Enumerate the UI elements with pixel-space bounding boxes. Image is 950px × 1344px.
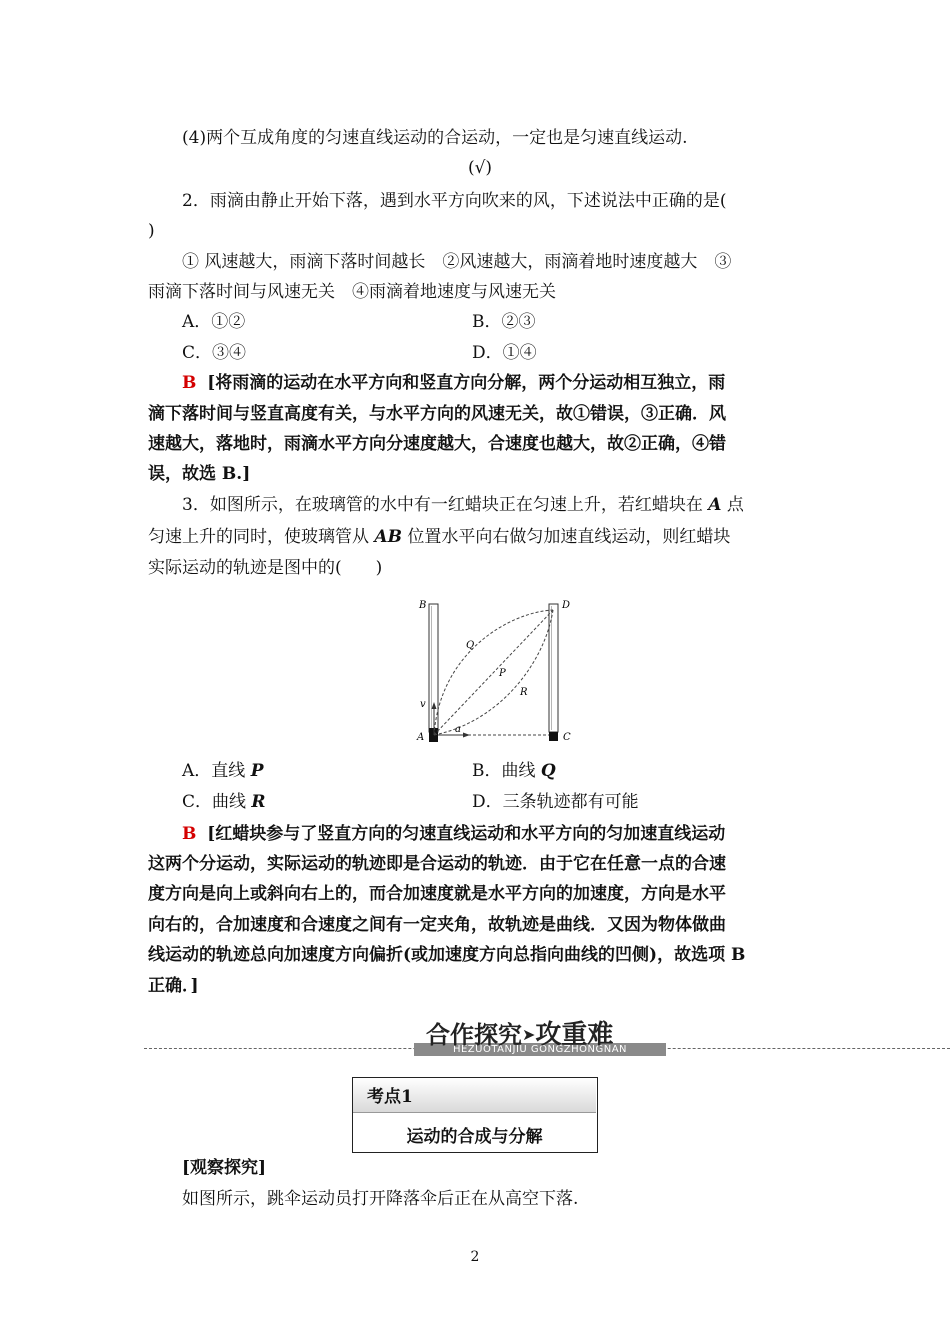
q2-option-c-label: C． <box>182 343 213 363</box>
q2-option-d <box>472 342 812 364</box>
q3-option-a-text: 直线 <box>211 761 251 781</box>
q1-item4-text: (4)两个互成角度的匀速直线运动的合运动，一定也是匀速直线运动. <box>182 128 688 148</box>
q2-option-c-text: ③④ <box>212 343 247 363</box>
q3-option-b-label: B． <box>472 761 502 781</box>
q3-explanation-line1 <box>182 823 846 845</box>
q3-stem-line1-var: A <box>708 495 722 515</box>
banner-title <box>426 1014 613 1051</box>
label-v: v <box>420 699 426 710</box>
kaodian-title: 运动的合成与分解 <box>406 1127 543 1147</box>
q2-explanation-text1: [将雨滴的运动在水平方向和竖直方向分解，两个分运动相互独立，雨 <box>207 373 726 393</box>
label-r: R <box>520 687 528 698</box>
q3-answer-letter: B <box>182 824 197 844</box>
q3-option-b-var: Q <box>540 761 556 781</box>
q3-stem-line1 <box>182 494 846 516</box>
q2-option-d-text: ①④ <box>502 343 537 363</box>
q3-option-b-text: 曲线 <box>501 761 541 781</box>
banner-pinyin: HEZUOTANJIU GONGZHONGNAN <box>452 1044 628 1055</box>
q3-stem-line2-var: AB <box>374 527 402 547</box>
q2-statements-line1: ① 风速越大，雨滴下落时间越长 ②风速越大，雨滴着地时速度越大 ③ <box>182 252 732 272</box>
q3-stem-line3: 实际运动的轨迹是图中的( ) <box>148 558 383 578</box>
q3-option-a-label: A． <box>182 761 212 781</box>
page-number: 2 <box>470 1249 480 1265</box>
q3-stem-line1-a: 3．如图所示，在玻璃管的水中有一红蜡块正在匀速上升，若红蜡块在 <box>182 495 709 515</box>
q3-explanation-line3: 度方向是向上或斜向右上的，而合加速度就是水平方向的加速度，方向是水平 <box>148 884 726 904</box>
q3-stem-line2-a: 匀速上升的同时，使玻璃管从 <box>148 527 375 547</box>
q2-explanation-line2: 滴下落时间与竖直高度有关，与水平方向的风速无关，故①错误，③正确．风 <box>148 404 726 424</box>
q1-item4-answer: (√) <box>467 158 493 178</box>
q3-explanation-line4: 向右的，合加速度和合速度之间有一定夹角，故轨迹是曲线．又因为物体做曲 <box>148 915 726 935</box>
kaodian-tag: 考点1 <box>367 1087 413 1107</box>
q3-explanation-text1: [红蜡块参与了竖直方向的匀速直线运动和水平方向的匀加速直线运动 <box>207 824 726 844</box>
acceleration-arrow-icon <box>463 733 470 738</box>
right-tube-base <box>549 732 558 741</box>
banner-chevron-icon: ➤ <box>522 1025 536 1044</box>
q2-explanation-line3: 速越大，落地时，雨滴水平方向分速度越大，合速度也越大，故②正确，④错 <box>148 434 726 454</box>
q3-stem-line2-c: 位置水平向右做匀加速直线运动，则红蜡块 <box>401 527 731 547</box>
q2-statements-line2: 雨滴下落时间与风速无关 ④雨滴着地速度与风速无关 <box>148 282 556 302</box>
q3-stem-line2 <box>148 526 812 548</box>
q3-option-d-text: 三条轨迹都有可能 <box>502 792 639 812</box>
q3-trajectory-figure <box>400 592 590 750</box>
label-a-accel: a <box>455 724 461 735</box>
banner-title-sub: 攻重难 <box>535 1020 614 1050</box>
label-p: P <box>499 668 506 679</box>
q2-stem-line2: ) <box>148 221 155 241</box>
q3-option-c-label: C． <box>182 792 213 812</box>
q3-option-d-label: D． <box>472 792 503 812</box>
q3-stem-line1-c: 点 <box>721 495 744 515</box>
label-b: B <box>419 600 427 611</box>
q2-answer-letter: B <box>182 373 197 393</box>
kaodian-header <box>353 1078 596 1113</box>
observe-text: 如图所示，跳伞运动员打开降落伞后正在从高空下落. <box>182 1189 579 1209</box>
q2-explanation-line4: 误，故选 B.] <box>148 464 251 484</box>
label-d: D <box>562 600 571 611</box>
q2-option-d-label: D． <box>472 343 503 363</box>
q3-explanation-line5: 线运动的轨迹总向加速度方向偏折(或加速度方向总指向曲线的凹侧)，故选项 B <box>148 945 746 965</box>
q3-explanation-line6: 正确．] <box>148 976 199 996</box>
q2-option-a-text: ①② <box>211 312 246 332</box>
label-q: Q <box>466 640 475 651</box>
q3-option-c-var: R <box>251 792 266 812</box>
q3-option-d <box>472 791 812 813</box>
q2-option-b <box>472 311 812 333</box>
right-tube <box>549 604 558 732</box>
q2-stem-line1: 2．雨滴由静止开始下落，遇到水平方向吹来的风，下述说法中正确的是( <box>182 191 727 211</box>
q2-explanation-line1 <box>182 372 846 394</box>
label-c: C <box>563 732 571 743</box>
kaodian-box <box>352 1077 598 1153</box>
q3-option-c-text: 曲线 <box>212 792 252 812</box>
q3-option-a-var: P <box>250 761 264 781</box>
q2-option-a-label: A． <box>182 312 212 332</box>
q3-option-b <box>472 760 812 782</box>
section-banner <box>144 1016 950 1058</box>
q2-option-b-label: B． <box>472 312 502 332</box>
q3-explanation-line2: 这两个分运动，实际运动的轨迹即是合运动的轨迹．由于它在任意一点的合速 <box>148 854 726 874</box>
banner-title-main: 合作探究 <box>426 1021 522 1049</box>
observe-heading: [观察探究] <box>182 1158 267 1178</box>
q2-option-b-text: ②③ <box>501 312 536 332</box>
label-a-point: A <box>417 732 425 743</box>
line-p <box>434 610 553 735</box>
